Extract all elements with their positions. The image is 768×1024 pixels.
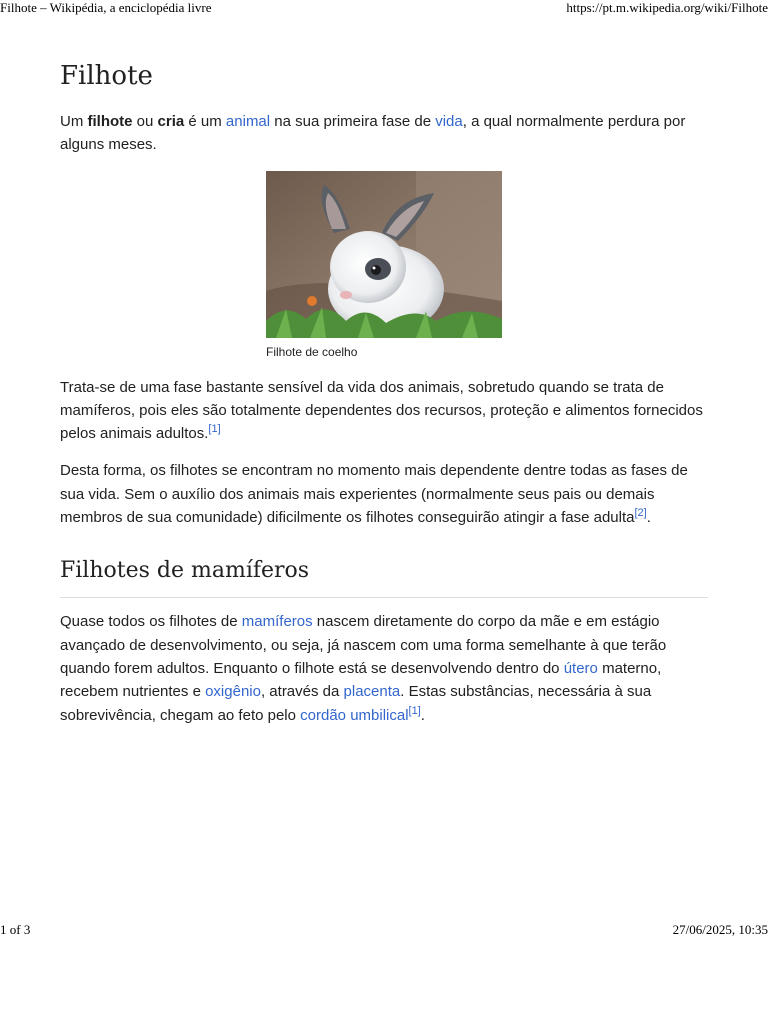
link-mamiferos[interactable]: mamíferos (241, 613, 313, 631)
intro-text-2: ou (132, 113, 158, 130)
paragraph-2 (60, 376, 708, 446)
intro-text-5: , a qual normalmente perdura por alguns meses. (60, 113, 686, 154)
link-vida[interactable]: vida (435, 113, 463, 130)
print-header-title: Filhote – Wikipédia, a enciclopédia livre (0, 0, 212, 15)
figure-caption: Filhote de coelho (266, 344, 358, 359)
intro-text-3: é um (184, 113, 226, 130)
section-text-3: materno, recebem nutrientes e (60, 659, 662, 701)
section-paragraph (60, 610, 708, 726)
section-text-2: nascem diretamente do corpo da mãe e em estágio avançado de desenvolvimento, ou seja, já nascem com uma forma semelhante à que terão quando forem adultos. Enquanto o filhote está se desenvolvendo dentro do (60, 613, 667, 677)
rabbit-photo[interactable] (266, 171, 502, 338)
figure-rabbit (266, 171, 502, 360)
section-paragraph-end: . (420, 706, 425, 724)
reference-1-link[interactable]: [1] (208, 423, 221, 436)
article-content (60, 58, 708, 741)
intro-bold-filhote: filhote (87, 113, 133, 130)
link-cordao-umbilical[interactable]: cordão umbilical (300, 706, 409, 724)
section-body (60, 610, 708, 726)
reference-1b-link[interactable]: [1] (408, 704, 421, 717)
print-footer (0, 922, 768, 938)
print-footer-page: 1 of 3 (0, 922, 31, 937)
link-utero[interactable]: útero (563, 659, 598, 677)
print-header-url: https://pt.m.wikipedia.org/wiki/Filhote (566, 0, 768, 15)
paragraph-3-text: Desta forma, os filhotes se encontram no momento mais dependente dentre todas as fases de sua vida. Sem o auxílio dos animais mais experientes (normalmente seus pais ou demais membros de sua comunidade) dificilmente os filhotes conseguirão atingir a fase adulta (60, 462, 688, 527)
section-text-5: . Estas substâncias, necessária à sua sobrevivência, chegam ao feto pelo (60, 683, 652, 724)
paragraph-3-end: . (646, 509, 651, 527)
section-text-4: , através da (260, 683, 344, 701)
intro-paragraph (60, 110, 708, 157)
intro-text-4: na sua primeira fase de (270, 113, 436, 130)
section-heading: Filhotes de mamíferos (60, 555, 708, 598)
link-animal[interactable]: animal (225, 113, 271, 130)
print-header (0, 0, 768, 16)
intro-bold-cria: cria (157, 113, 185, 130)
section-text-1: Quase todos os filhotes de (60, 613, 242, 631)
paragraph-2-text: Trata-se de uma fase bastante sensível da vida dos animais, sobretudo quando se trata de mamíferos, pois eles são totalmente dependentes dos recursos, proteção e alimentos fornecidos pelos animais adultos. (60, 378, 703, 443)
link-oxigenio[interactable]: oxigênio (205, 683, 261, 701)
page-title: Filhote (60, 61, 153, 91)
intro-text-1: Um (60, 113, 88, 130)
link-placenta[interactable]: placenta (343, 683, 401, 701)
reference-2-link[interactable]: [2] (634, 507, 647, 520)
paragraph-3 (60, 459, 708, 529)
print-footer-datetime: 27/06/2025, 10:35 (672, 922, 768, 937)
